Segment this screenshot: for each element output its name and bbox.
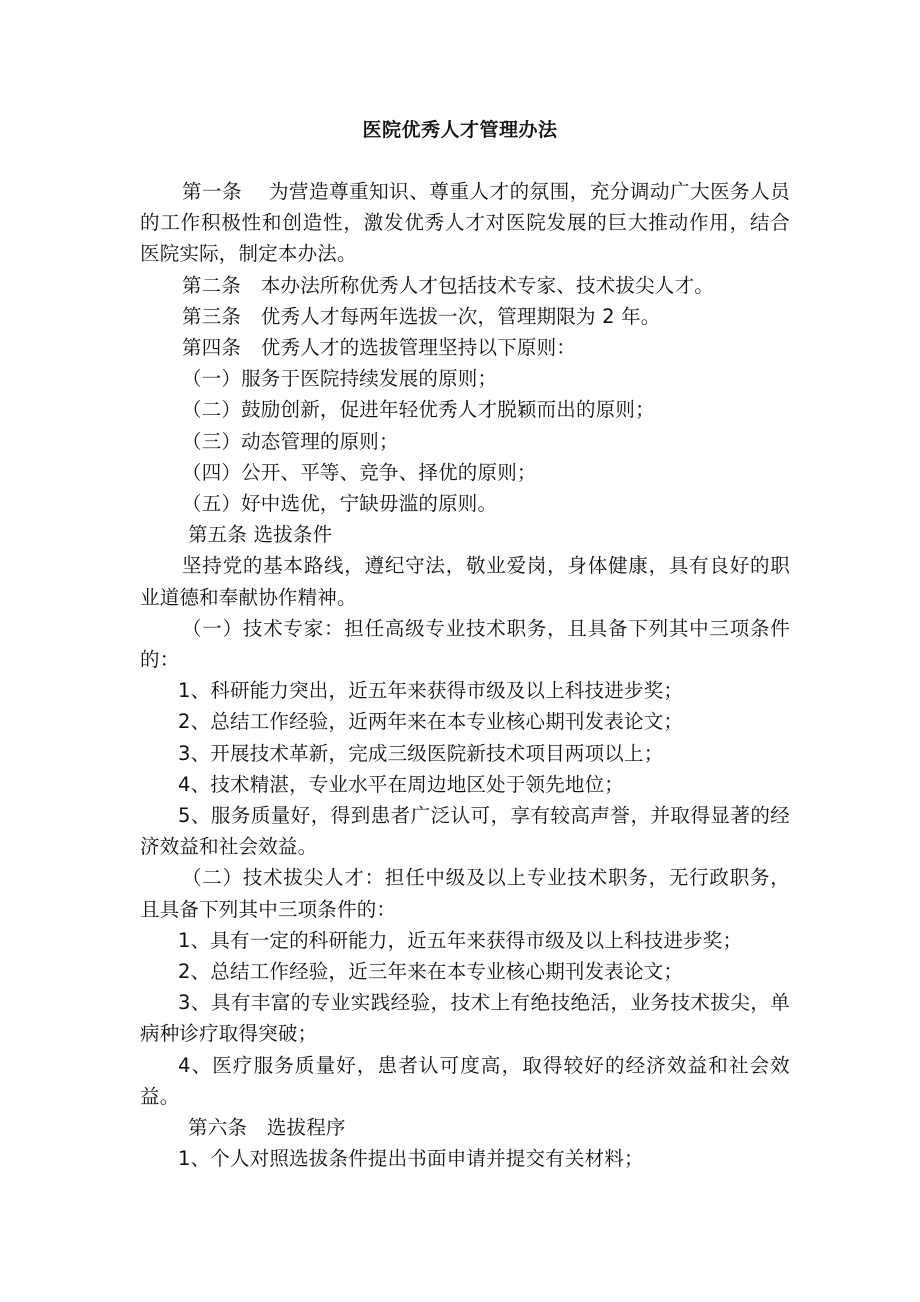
talent-condition-2: 2、总结工作经验，近三年来在本专业核心期刊发表论文； xyxy=(178,960,684,984)
article-2: 第二条 本办法所称优秀人才包括技术专家、技术拔尖人才。 xyxy=(182,273,714,297)
article-5-heading: 第五条 选拔条件 xyxy=(188,523,333,547)
procedure-1: 1、个人对照选拔条件提出书面申请并提交有关材料； xyxy=(178,1147,644,1171)
expert-condition-1: 1、科研能力突出，近五年来获得市级及以上科技进步奖； xyxy=(178,679,684,703)
expert-condition-intro: （一）技术专家：担任高级专业技术职务，且具备下列其中三项条件的： xyxy=(140,616,790,672)
talent-condition-3: 3、具有丰富的专业实践经验，技术上有绝技绝活，业务技术拔尖，单病种诊疗取得突破； xyxy=(140,991,790,1046)
expert-condition-5: 5、服务质量好，得到患者广泛认可，享有较高声誉，并取得显著的经济效益和社会效益。 xyxy=(140,804,790,859)
talent-condition-1: 1、具有一定的科研能力，近五年来获得市级及以上科技进步奖； xyxy=(178,928,743,952)
principle-2: （二）鼓励创新，促进年轻优秀人才脱颖而出的原则； xyxy=(182,398,655,422)
talent-condition-4: 4、医疗服务质量好，患者认可度高，取得较好的经济效益和社会效益。 xyxy=(140,1053,790,1108)
document-title: 医院优秀人才管理办法 xyxy=(362,119,558,141)
expert-condition-4: 4、技术精湛，专业水平在周边地区处于领先地位； xyxy=(178,772,625,796)
article-4: 第四条 优秀人才的选拔管理坚持以下原则： xyxy=(182,336,577,360)
principle-4: （四）公开、平等、竞争、择优的原则； xyxy=(182,460,537,484)
talent-condition-intro: （二）技术拔尖人才：担任中级及以上专业技术职务，无行政职务，且具备下列其中三项条件的： xyxy=(140,866,790,921)
article-1: 第一条 为营造尊重知识、尊重人才的氛围，充分调动广大医务人员的工作积极性和创造性，激发优秀人才对医院发展的巨大推动作用，结合医院实际，制定本办法。 xyxy=(140,180,790,266)
expert-condition-2: 2、总结工作经验，近两年来在本专业核心期刊发表论文； xyxy=(178,710,684,734)
principle-1: （一）服务于医院持续发展的原则； xyxy=(182,367,498,391)
principle-3: （三）动态管理的原则； xyxy=(182,429,399,453)
general-condition: 坚持党的基本路线，遵纪守法，敬业爱岗，身体健康，具有良好的职业道德和奉献协作精神。 xyxy=(140,554,790,609)
document-body xyxy=(140,176,790,1175)
article-3: 第三条 优秀人才每两年选拔一次，管理期限为 2 年。 xyxy=(182,304,661,328)
article-6-heading: 第六条 选拔程序 xyxy=(188,1116,346,1140)
expert-condition-3: 3、开展技术革新，完成三级医院新技术项目两项以上； xyxy=(178,741,664,765)
principle-5: （五）好中选优，宁缺毋滥的原则。 xyxy=(182,492,498,516)
